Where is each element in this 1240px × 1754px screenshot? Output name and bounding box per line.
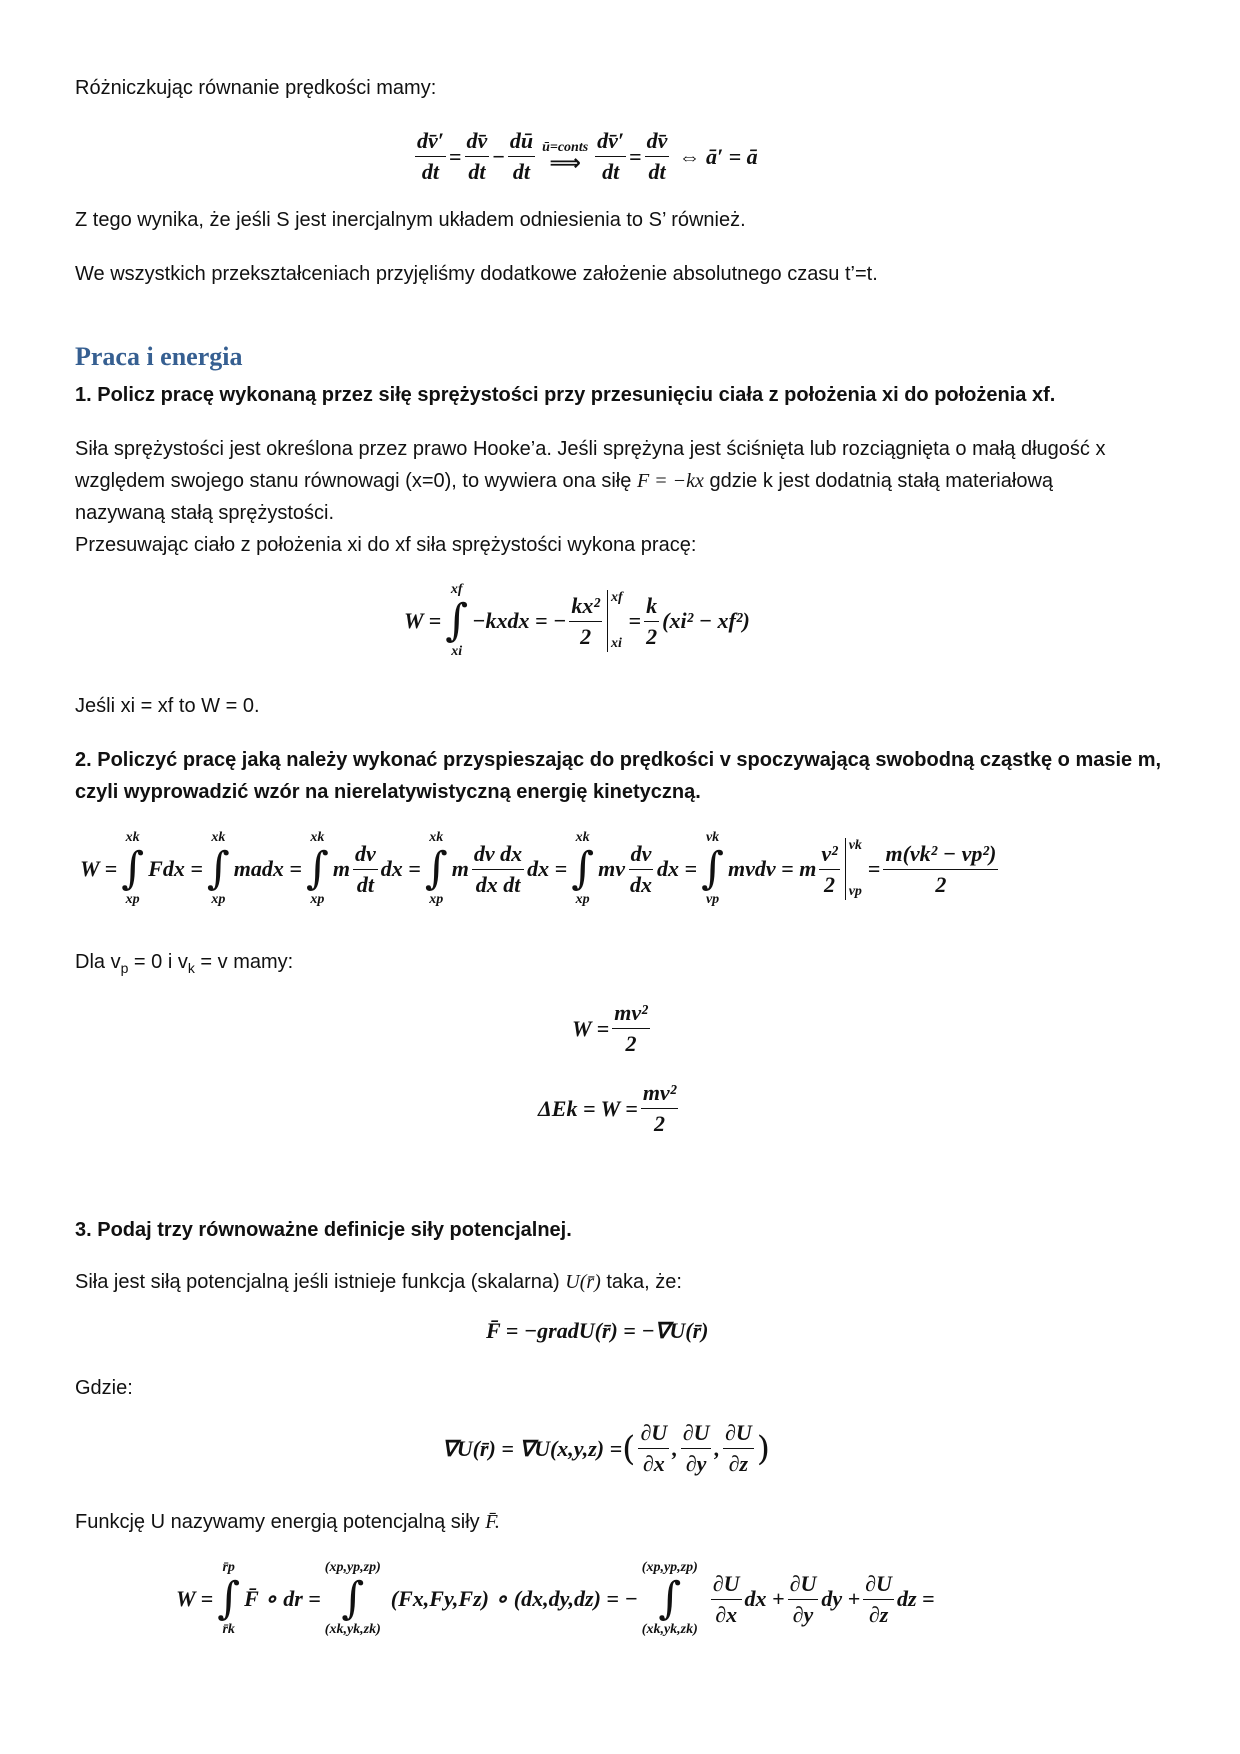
fraction: $\frac{\text{v²}}{2}$ [821, 840, 838, 897]
equation-gradient: F̄ = −gradU(r̄) = −∇U(r̄) [486, 1318, 709, 1343]
equation-kinetic-energy: W = $\frac{\text{mv²}}{2}$ [572, 1000, 648, 1056]
paragraph-condition: Dla $v_p = 0$ i $v_k = v$ mamy: [75, 951, 294, 976]
question-2-line-2: czyli wyprowadzić wzór na nierelatywistyczną energię kinetyczną. [75, 781, 701, 803]
fraction: $\frac{dū}{dt}$ [509, 128, 534, 184]
fraction: $\frac{\partial U}{\partial x}$ [712, 1570, 740, 1627]
fraction: $\frac{dv̄}{dt}$ [466, 128, 488, 184]
fraction: $\frac{\text{mv²}}{2}$ [642, 1080, 677, 1136]
equation-work-potential: W = r̄p ∫ r̄k F̄ ∘ dr = (xp,yp,zp) ∫ (xk,yk,zk) (Fx,Fy,Fz) ∘ (dx,dy,dz) = − (xp,yp,zp) ∫ (xk,yk,zk) $\frac{\partial U}{\partial x}$ dx + $\frac{\partial U}{\partial y}$ dy + $\frac{\partial U}{\partial z}$ dz = [176, 1560, 935, 1637]
question-3: 3. Podaj trzy równoważne definicje siły potencjalnej. [75, 1219, 572, 1241]
fraction: $\frac{\partial U}{\partial x}$ [640, 1420, 668, 1476]
fraction: $\frac{\partial U}{\partial z}$ [865, 1570, 892, 1627]
fraction: $\frac{\text{kx²}}{2}$ [571, 592, 600, 649]
fraction: $\frac{dv̄}{dt}$ [646, 128, 668, 184]
integral: (xp,yp,zp) ∫ (xk,yk,zk) [324, 1560, 381, 1637]
fraction: $\frac{k}{2}$ [646, 592, 658, 649]
integral: xk ∫ xp [571, 830, 595, 907]
fraction: $\frac{\text{mv²}}{2}$ [614, 1000, 648, 1056]
implication-arrow: ū=conts ⟹ [542, 139, 589, 176]
integral: xk ∫ xp [206, 830, 230, 907]
fraction: $\frac{\text{m(vk² − vp²)}}{2}$ [885, 840, 997, 897]
fraction: $\frac{dv}{dt}$ [355, 840, 376, 897]
equation-nabla: ∇U(r̄) = ∇U(x,y,z) = ( $\frac{\partial U}{\partial x}$ , $\frac{\partial U}{\partial y}$ , $\frac{\partial U}{\partial z}$ ) [442, 1420, 770, 1476]
integral: r̄p ∫ r̄k [217, 1560, 241, 1637]
integral: xk ∫ xp [121, 830, 145, 907]
fraction: $\frac{\text{dv dx}}{\text{dx dt}}$ [473, 840, 523, 897]
evaluation-bar: xf xi [607, 590, 623, 652]
section-heading: Praca i energia [75, 342, 243, 371]
integral: (xp,yp,zp) ∫ (xk,yk,zk) [641, 1560, 698, 1637]
fraction: $\frac{dv}{dx}$ [630, 840, 653, 897]
paragraph-absolute-time: We wszystkich przekształceniach przyjęliśmy dodatkowe założenie absolutnego czasu t’=t. [75, 263, 878, 285]
paragraph-zero-work: Jeśli xi = xf to W = 0. [75, 695, 260, 717]
paragraph-where: Gdzie: [75, 1377, 133, 1399]
fraction: $\frac{dv̄'}{dt}$ [417, 128, 444, 184]
equation-kinetic-derivation: W = xk ∫ xp Fdx = xk ∫ xp madx = xk ∫ xp m $\frac{dv}{dt}$ dx = xk ∫ xp m $\frac{\text{dv dx}}{\text{dx dt}}$ dx = xk ∫ xp mv $\frac{dv}{dx}$ dx = vk ∫ vp mvdv = m $\frac{\text{v²}}{2}$ vk vp = $\frac{\text{m(vk² − vp²)}}{2}$ [80, 830, 997, 907]
integral: vk ∫ vp [701, 830, 725, 907]
integral: xk ∫ xp [305, 830, 329, 907]
fraction: $\frac{dv̄'}{dt}$ [597, 128, 625, 184]
integral: xk ∫ xp [424, 830, 448, 907]
paragraph-intro: Różniczkując równanie prędkości mamy: [75, 77, 437, 99]
integral: xf ∫ xi [445, 582, 469, 659]
question-1: 1. Policz pracę wykonaną przez siłę sprężystości przy przesunięciu ciała z położenia xi do położenia xf. [75, 384, 1056, 406]
fraction: $\frac{\partial U}{\partial y}$ [789, 1570, 817, 1627]
paragraph-hooke-1: Siła sprężystości jest określona przez prawo Hooke’a. Jeśli sprężyna jest ściśnięta lub rozciągnięta o małą długość x [75, 438, 1106, 460]
equation-spring-work: W = xf ∫ xi −kxdx = − $\frac{\text{kx²}}{2}$ xf xi = $\frac{k}{2}$ (xi² − xf²) [404, 582, 750, 659]
equation-delta-ek: ΔEk = W = $\frac{\text{mv²}}{2}$ [538, 1080, 677, 1136]
fraction: $\frac{\partial U}{\partial y}$ [682, 1420, 710, 1476]
paragraph-potential-energy: Funkcję U nazywamy energią potencjalną siły F̄. [75, 1511, 500, 1533]
equation-acceleration: $\frac{dv̄'}{dt}$ = $\frac{dv̄}{dt}$ − $\frac{dū}{dt}$ ū=conts ⟹ $\frac{dv̄'}{dt}$ = $\frac{dv̄}{dt}$ ⇔ ā′ = ā [417, 128, 758, 184]
evaluation-bar: vk vp [845, 838, 862, 900]
paragraph-hooke-3: nazywaną stałą sprężystości. [75, 502, 335, 524]
fraction: $\frac{\partial U}{\partial z}$ [724, 1420, 752, 1476]
paragraph-inertial: Z tego wynika, że jeśli S jest inercjalnym układem odniesienia to S’ również. [75, 209, 746, 231]
paragraph-hooke-2: względem swojego stanu równowagi (x=0), to wywiera ona siłę F = −kx gdzie k jest dodatnią stałą materiałową [75, 470, 1054, 492]
paragraph-work-intro: Przesuwając ciało z położenia xi do xf siła sprężystości wykona pracę: [75, 534, 697, 556]
paragraph-potential-def: Siła jest siłą potencjalną jeśli istnieje funkcja (skalarna) U(r̄) taka, że: [75, 1271, 682, 1293]
question-2-line-1: 2. Policzyć pracę jaką należy wykonać przyspieszając do prędkości v spoczywającą swobodną cząstkę o masie m, [75, 749, 1162, 771]
